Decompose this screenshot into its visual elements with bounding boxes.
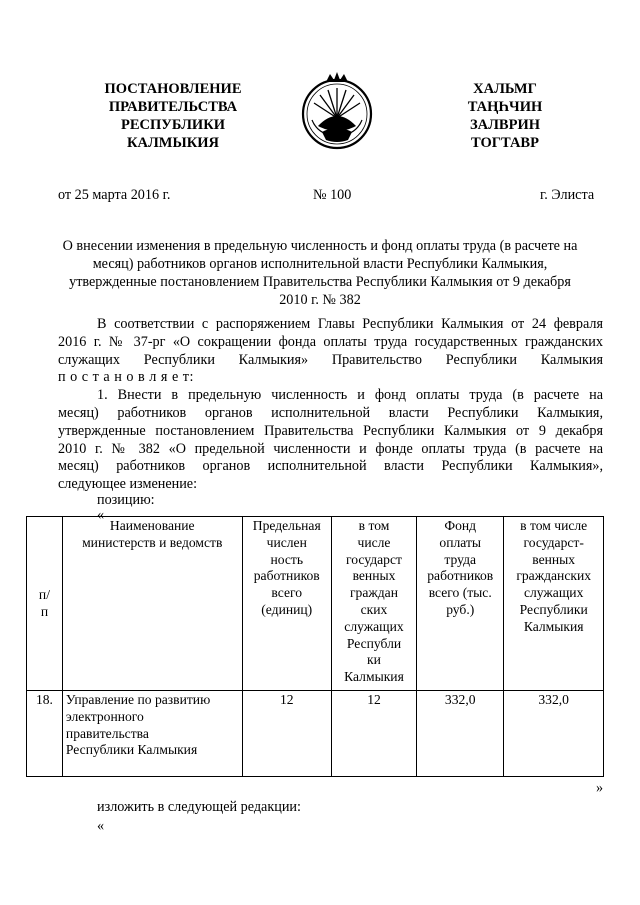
header-right (430, 80, 580, 152)
header-cell-name: Наименование министерств и ведомств (62, 517, 242, 691)
body-line: утвержденные постановлением Правительства Республики Калмыкия от 9 декабря (58, 423, 603, 439)
header-right-line: ТОГТАВР (471, 135, 539, 151)
header-left-line: РЕСПУБЛИКИ (120, 117, 226, 133)
header-left-line: КАЛМЫКИЯ (127, 135, 219, 151)
header-cell-headcount: Предельная числен ность работников всего (единиц) (242, 517, 331, 691)
edit-instruction: изложить в следующей редакции: (97, 799, 301, 815)
header-left-line: ПРАВИТЕЛЬСТВА (108, 99, 238, 115)
body-line: 1. Внести в предельную численность и фонд оплаты труда (в расчете на (97, 387, 603, 403)
row-payroll-civil: 332,0 (504, 691, 604, 777)
body-line: месяц) работников органов исполнительной власти Республики Калмыкия, (58, 405, 603, 421)
body-line: п о с т а н о в л я е т: (58, 369, 194, 385)
body-line: В соответствии с распоряжением Главы Республики Калмыкия от 24 февраля (97, 316, 603, 332)
open-quote: « (97, 507, 105, 523)
close-quote: » (596, 780, 604, 796)
document-date: от 25 марта 2016 г. (58, 187, 171, 203)
row-civil-servants: 12 (331, 691, 416, 777)
header-cell-payroll-civil: в том числе государст- венных гражданских служащих Республики Калмыкия (504, 517, 604, 691)
body-line: 2016 г. № 37-рг «О сокращении фонда оплаты труда государственных гражданских (58, 334, 603, 350)
open-quote-2: « (97, 818, 105, 834)
positions-table (26, 516, 604, 777)
body-line: 2010 г. № 382 «О предельной численности и фонде оплаты труда (в расчете на (58, 441, 603, 457)
header-right-line: ХАЛЬМГ (473, 81, 537, 97)
document-place: г. Элиста (540, 187, 595, 203)
kalmykia-coat-of-arms-icon (298, 70, 376, 152)
body-line: следующее изменение: (58, 476, 198, 492)
body-line: служащих Республики Калмыкия» Правительство Республики Калмыкия (58, 352, 603, 368)
row-number: 18. (27, 691, 63, 777)
document-title-line: утвержденные постановлением Правительства Республики Калмыкия от 9 декабря (69, 274, 571, 290)
header-cell-number: п/ п (27, 517, 63, 691)
header-right-line: ЗАЛВРИН (469, 117, 540, 133)
body-line: месяц) работников органов исполнительной власти Республики Калмыкия», (58, 458, 603, 474)
header-right-line: ТАҢҺЧИН (467, 99, 543, 115)
document-title-line: О внесении изменения в предельную численность и фонд оплаты труда (в расчете на (62, 238, 578, 254)
header-left-line: ПОСТАНОВЛЕНИЕ (104, 81, 242, 97)
row-organization: Управление по развитию электронного правительства Республики Калмыкия (62, 691, 242, 777)
row-headcount: 12 (242, 691, 331, 777)
header-cell-payroll: Фонд оплаты труда работников всего (тыс. руб.) (417, 517, 504, 691)
header-left (78, 80, 268, 152)
header-cell-civil-servants: в том числе государст венных граждан ских служащих Республи ки Калмыкия (331, 517, 416, 691)
table-header-row (27, 517, 604, 691)
document-title-line: месяц) работников органов исполнительной власти Республики Калмыкия, (92, 256, 548, 272)
body-line: позицию: (97, 492, 155, 508)
row-payroll: 332,0 (417, 691, 504, 777)
table-row (27, 691, 604, 777)
document-title-line: 2010 г. № 382 (279, 292, 361, 308)
document-number: № 100 (313, 187, 352, 203)
